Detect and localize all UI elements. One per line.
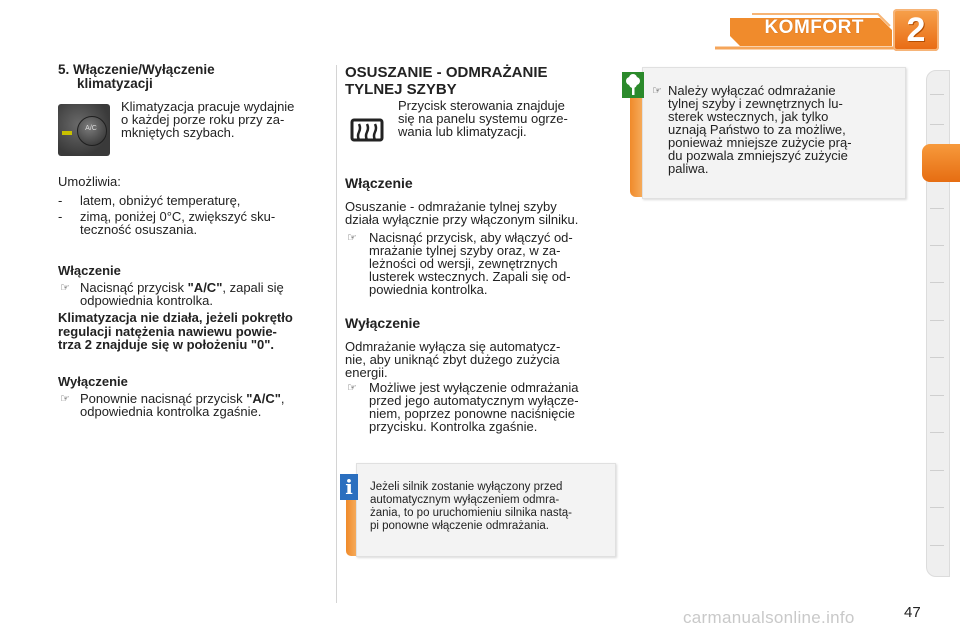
- info-text: [370, 481, 572, 533]
- text-line: przed jego automatycznym wyłącze-: [369, 393, 579, 408]
- list-item-text: teczność osuszania.: [80, 222, 198, 237]
- text-line: mrażanie tylnej szyby oraz, w za-: [369, 243, 561, 258]
- text-line: Nacisnąć przycisk, aby włączyć od-: [369, 230, 573, 245]
- tab-divider: [930, 124, 944, 125]
- tab-divider: [930, 507, 944, 508]
- defrost-off-bullet: [369, 381, 579, 433]
- defrost-title: [345, 64, 548, 98]
- page-number: 47: [904, 604, 921, 621]
- watermark: carmanualsonline.info: [683, 608, 855, 627]
- text-line: Osuszanie - odmrażanie tylnej szyby: [345, 199, 557, 214]
- text-line: energii.: [345, 365, 388, 380]
- tab-divider: [930, 208, 944, 209]
- text-line: ponieważ mniejsze zużycie prą-: [668, 135, 852, 150]
- tab-divider: [930, 545, 944, 546]
- tab-divider: [930, 470, 944, 471]
- text-line: Jeżeli silnik zostanie wyłączony przed: [370, 481, 563, 493]
- text-line: Klimatyzacja nie działa, jeżeli pokrętło: [58, 310, 293, 325]
- text-line: pi ponowne włączenie odmrażania.: [370, 520, 549, 532]
- text-line: Klimatyzacja pracuje wydajnie: [121, 99, 295, 114]
- pointing-hand-icon: ☞: [652, 84, 662, 97]
- text-line: powiednia kontrolka.: [369, 282, 488, 297]
- text-line: du pozwala zmniejszyć zużycie: [668, 148, 848, 163]
- section-heading: [58, 63, 215, 77]
- defrost-off-title: Wyłączenie: [345, 315, 421, 331]
- tab-divider: [930, 94, 944, 95]
- column-divider: [336, 65, 337, 603]
- tab-divider: [930, 320, 944, 321]
- pointing-hand-icon: ☞: [347, 231, 357, 244]
- list-item: [58, 210, 62, 223]
- pointing-hand-icon: ☞: [347, 381, 357, 394]
- section-title: KOMFORT: [764, 17, 864, 38]
- key-label: "A/C": [187, 280, 223, 295]
- eco-tip-text: [668, 84, 894, 175]
- text-line: regulacji natężenia nawiewu powie-: [58, 323, 277, 339]
- text-run: Ponownie nacisnąć przycisk: [80, 391, 247, 406]
- text-line: się na panelu systemu ogrze-: [398, 111, 568, 126]
- key-label: "A/C": [246, 391, 281, 406]
- ac-intro: [121, 100, 325, 139]
- text-line: żania, to po uruchomieniu silnika nastą-: [370, 507, 573, 519]
- text-line: automatycznym wyłączeniem odmra-: [370, 494, 560, 506]
- text-run: , zapali się: [222, 280, 284, 295]
- text-run: Nacisnąć przycisk: [80, 280, 188, 295]
- list-item-text: latem, obniżyć temperaturę,: [80, 193, 241, 208]
- text-line: trza 2 znajduje się w położeniu "0".: [58, 337, 275, 352]
- tree-icon: [622, 72, 644, 98]
- defrost-on-text: [345, 200, 578, 226]
- text-line: o każdej porze roku przy za-: [121, 112, 285, 127]
- ac-warning: [58, 311, 293, 352]
- text-line: nie, aby uniknąć zbyt dużego zużycia: [345, 352, 560, 367]
- tab-divider: [930, 282, 944, 283]
- text-line: przycisku. Kontrolka zgaśnie.: [369, 419, 538, 434]
- rear-defrost-icon: [346, 110, 388, 152]
- text-line: uznają Państwo to za możliwe,: [668, 122, 846, 137]
- text-line: leżności od wersji, zewnętrznych: [369, 256, 558, 271]
- info-icon: i: [340, 474, 358, 500]
- dash: -: [58, 193, 63, 208]
- ac-button-label: A/C: [85, 125, 97, 132]
- list-item-text: zimą, poniżej 0°C, zwiększyć sku-: [80, 209, 276, 224]
- tab-divider: [930, 395, 944, 396]
- text-line: tylnej szyby i zewnętrznych lu-: [668, 96, 843, 111]
- ac-indicator-led: [62, 131, 72, 135]
- pointing-hand-icon: ☞: [60, 392, 70, 405]
- text-line: mkniętych szybach.: [121, 125, 235, 140]
- tab-divider: [930, 245, 944, 246]
- ac-on-bullet-line2: odpowiednia kontrolka.: [80, 293, 213, 308]
- text-line: wania lub klimatyzacji.: [398, 124, 527, 139]
- dash: -: [58, 209, 63, 224]
- defrost-off-text: [345, 340, 560, 379]
- text-line: działa wyłącznie przy włączonym silniku.: [345, 212, 579, 227]
- ac-off-bullet-line2: odpowiednia kontrolka zgaśnie.: [80, 404, 262, 419]
- text-line: lusterek wstecznych. Zapali się od-: [369, 269, 571, 284]
- heading-line-2: klimatyzacji: [77, 76, 153, 91]
- text-line: Możliwe jest wyłączenie odmrażania: [369, 380, 579, 395]
- ac-off-title: Wyłączenie: [58, 374, 128, 389]
- tab-divider: [930, 432, 944, 433]
- tab-divider: [930, 357, 944, 358]
- text-line: sterek wstecznych, jak tylko: [668, 109, 829, 124]
- text-line: niem, poprzez ponowne naciśnięcie: [369, 406, 575, 421]
- text-line: Odmrażanie wyłącza się automatycz-: [345, 339, 561, 354]
- title-line: OSUSZANIE - ODMRAŻANIE: [345, 64, 548, 81]
- text-line: Należy wyłączać odmrażanie: [668, 83, 836, 98]
- chapter-number: 2: [906, 11, 926, 49]
- ac-on-title: Włączenie: [58, 263, 121, 278]
- enables-label: Umożliwia:: [58, 174, 121, 189]
- defrost-intro: [398, 99, 614, 138]
- defrost-on-title: Włączenie: [345, 175, 413, 191]
- title-line: TYLNEJ SZYBY: [345, 81, 457, 98]
- defrost-on-bullet: [369, 231, 573, 296]
- chapter-tab-active[interactable]: [922, 144, 960, 182]
- text-line: Przycisk sterowania znajduje: [398, 98, 565, 113]
- pointing-hand-icon: ☞: [60, 281, 70, 294]
- text-run: ,: [280, 391, 285, 406]
- heading-number: 5.: [58, 62, 70, 77]
- heading-line-1: Włączenie/Wyłączenie: [73, 62, 215, 77]
- list-item: [58, 194, 62, 207]
- text-line: paliwa.: [668, 161, 709, 176]
